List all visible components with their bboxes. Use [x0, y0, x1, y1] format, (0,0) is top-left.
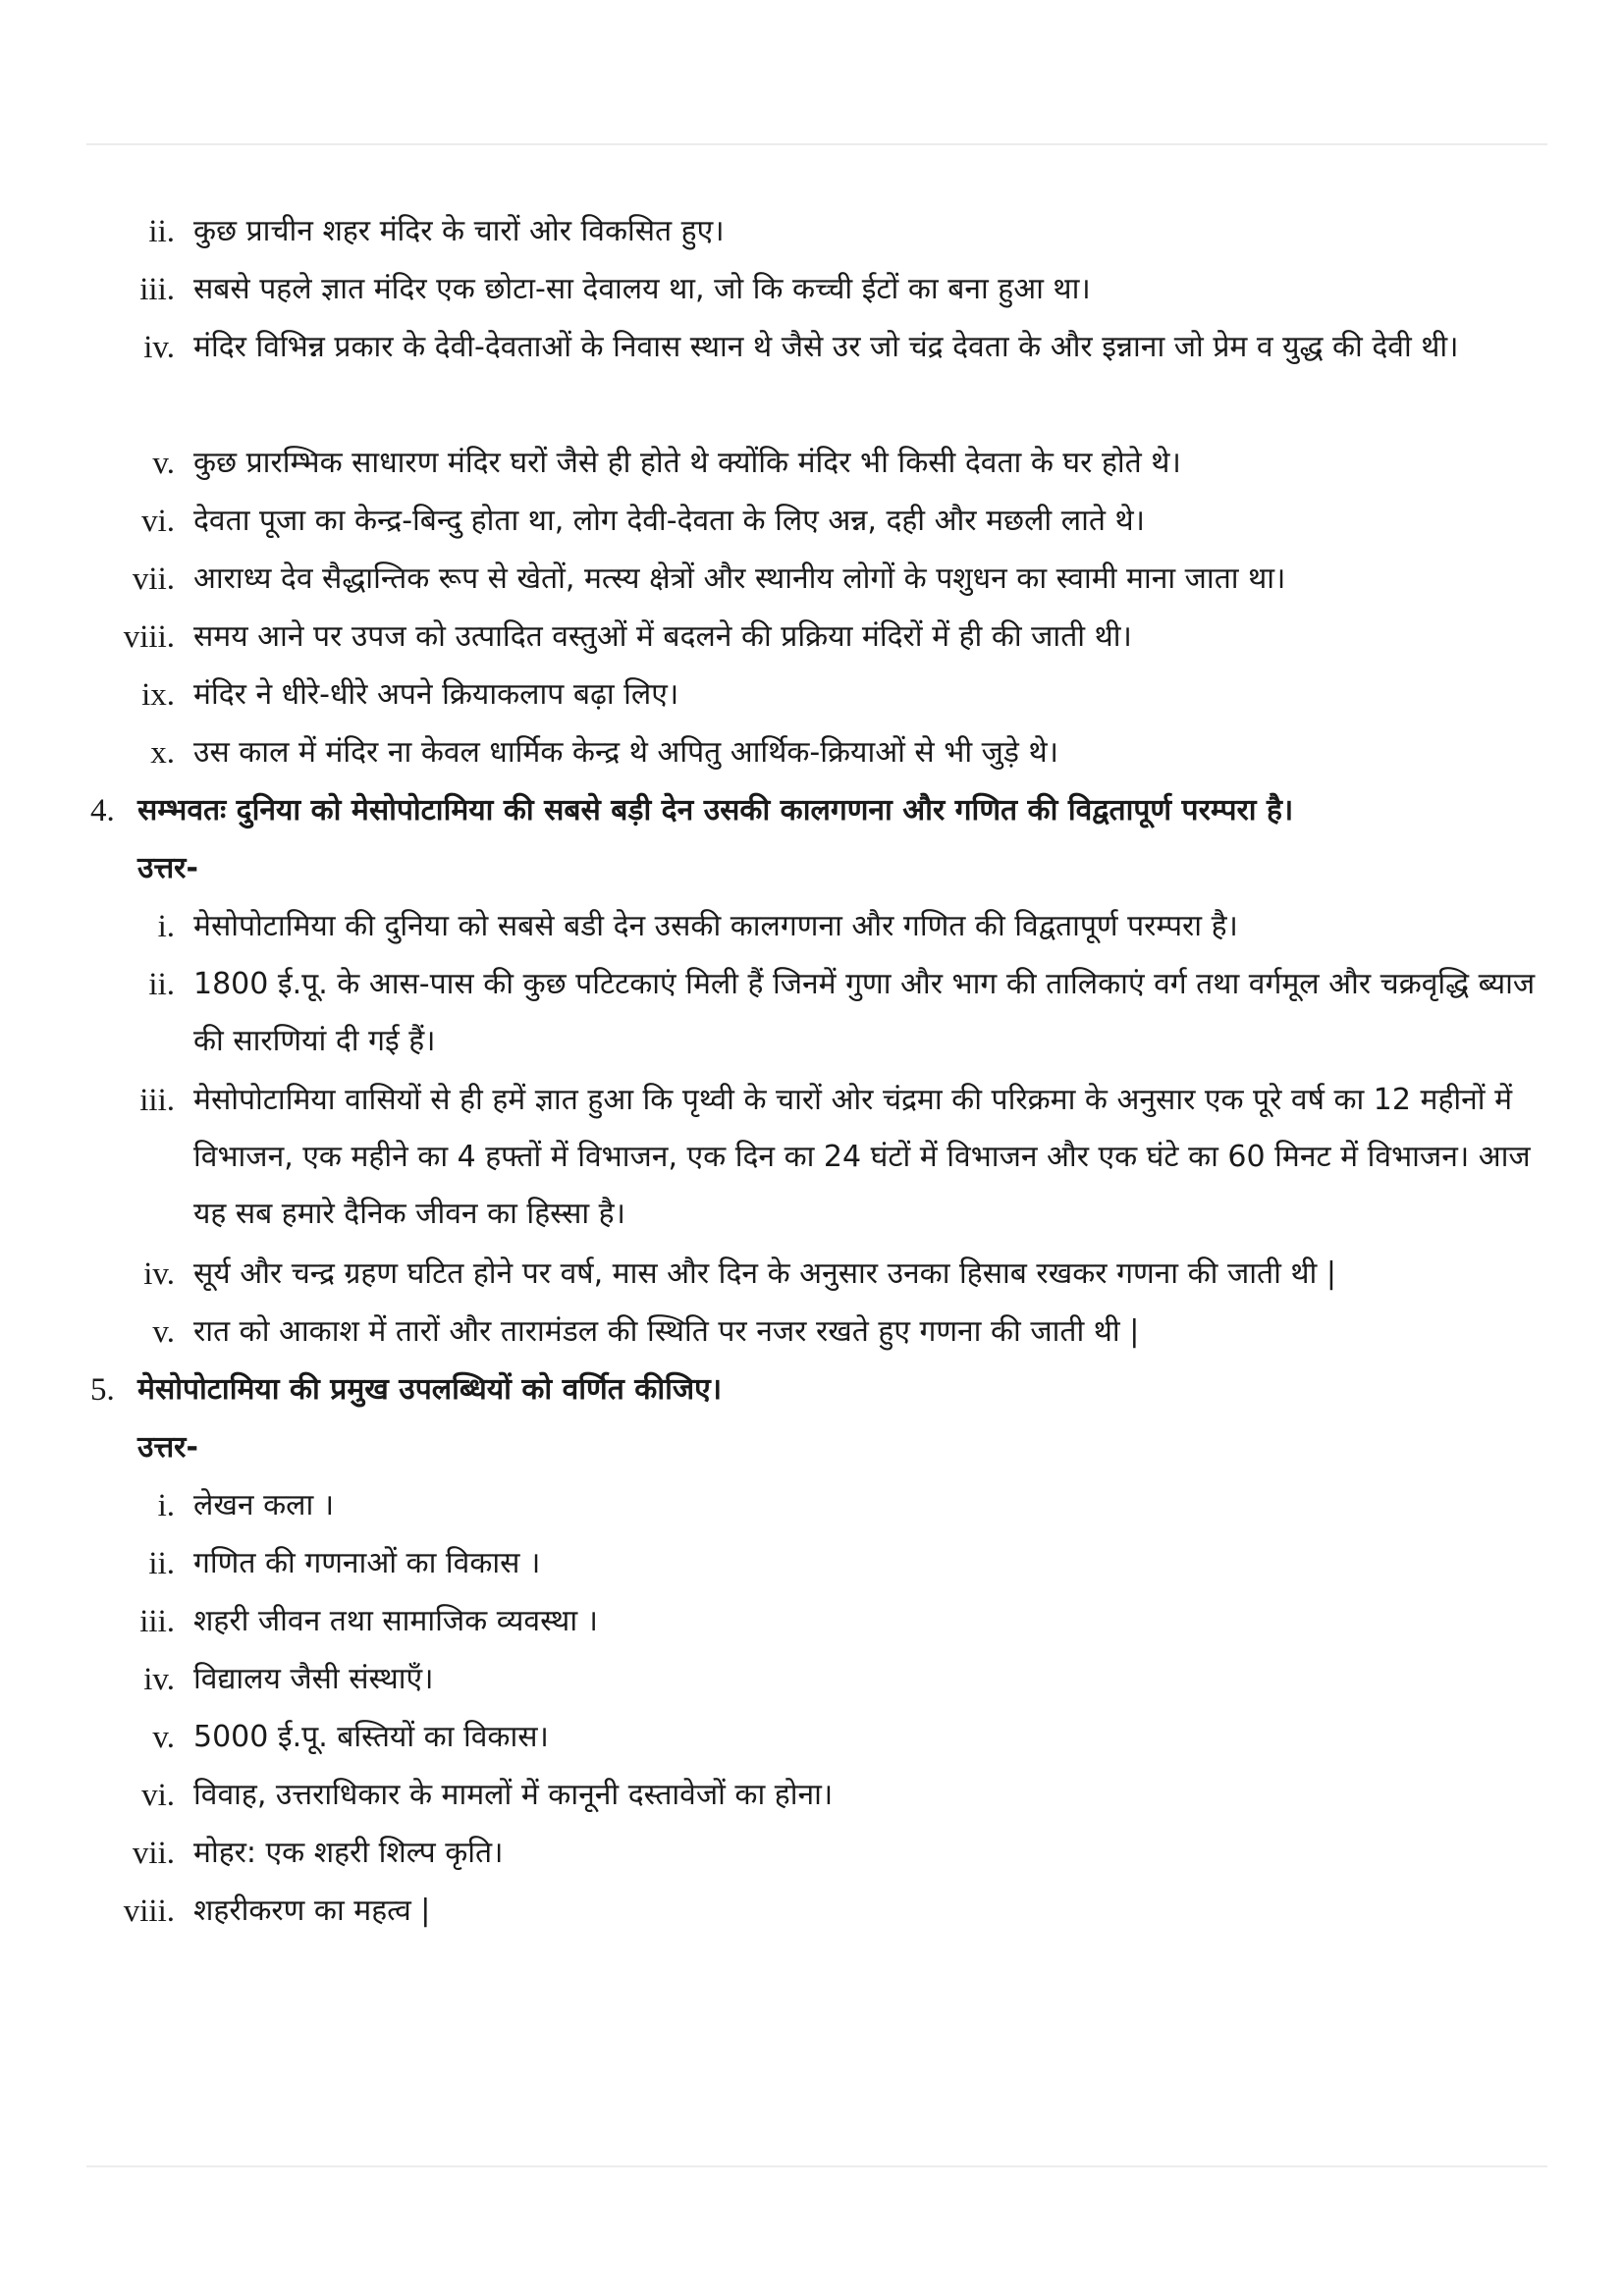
item-number: i.: [157, 909, 175, 944]
item-number: ii.: [148, 1546, 175, 1581]
header-rule: [86, 143, 1547, 145]
item-text: मेसोपोटामिया वासियों से ही हमें ज्ञात हुआ कि पृथ्वी के चारों ओर चंद्रमा की परिक्रमा के अनुसार एक पूरे वर्ष का 12 महीनों में विभाजन, एक महीने का 4 हफ्तों में विभाजन, एक दिन का 24 घंटों में विभाजन और एक घंटे का 60 मिनट में विभाजन। आज यह सब हमारे दैनिक जीवन का हिस्सा है।: [193, 1083, 1531, 1231]
item-number: i.: [157, 1488, 175, 1523]
item-number: v.: [152, 446, 175, 481]
item-text: गणित की गणनाओं का विकास ।: [193, 1546, 541, 1580]
item-text: रात को आकाश में तारों और तारामंडल की स्थिति पर नजर रखते हुए गणना की जाती थी |: [193, 1314, 1140, 1349]
item-text: विद्यालय जैसी संस्थाएँ।: [193, 1662, 434, 1696]
item-number: iv.: [143, 330, 175, 365]
item-text: मेसोपोटामिया की दुनिया को सबसे बडी देन उसकी कालगणना और गणित की विद्वतापूर्ण परम्परा है।: [193, 909, 1238, 943]
item-number: iii.: [139, 1604, 175, 1639]
item-number: ii.: [148, 214, 175, 249]
item-number: viii.: [123, 619, 175, 655]
item-number: vi.: [141, 504, 175, 539]
item-number: vi.: [141, 1778, 175, 1813]
item-text: समय आने पर उपज को उत्पादित वस्तुओं में बदलने की प्रक्रिया मंदिरों में ही की जाती थी।: [193, 619, 1132, 654]
item-text: उस काल में मंदिर ना केवल धार्मिक केन्द्र थे अपितु आर्थिक-क्रियाओं से भी जुड़े थे।: [193, 735, 1059, 770]
item-text: लेखन कला ।: [193, 1488, 335, 1522]
item-number: viii.: [123, 1894, 175, 1929]
item-text: सूर्य और चन्द्र ग्रहण घटित होने पर वर्ष, मास और दिन के अनुसार उनका हिसाब रखकर गणना की जाती थी |: [193, 1256, 1336, 1291]
item-number: iii.: [139, 1083, 175, 1118]
item-number: vii.: [132, 1836, 175, 1871]
question-text: मेसोपोटामिया की प्रमुख उपलब्धियों को वर्णित कीजिए।: [137, 1372, 723, 1407]
item-number: iv.: [143, 1662, 175, 1697]
item-number: ii.: [148, 967, 175, 1002]
item-number: ix.: [141, 677, 175, 713]
question-text: सम्भवतः दुनिया को मेसोपोटामिया की सबसे बड़ी देन उसकी कालगणना और गणित की विद्वतापूर्ण परम्परा है।: [137, 793, 1294, 828]
answer-label: उत्तर-: [137, 1430, 198, 1465]
item-text: विवाह, उत्तराधिकार के मामलों में कानूनी दस्तावेजों का होना।: [193, 1778, 834, 1812]
item-number: iii.: [139, 272, 175, 307]
item-text: मंदिर विभिन्न प्रकार के देवी-देवताओं के निवास स्थान थे जैसे उर जो चंद्र देवता के और इन्नाना जो प्रेम व युद्ध की देवी थी।: [193, 330, 1459, 364]
item-text: मोहर: एक शहरी शिल्प कृति।: [193, 1836, 504, 1870]
answer-label: उत्तर-: [137, 851, 198, 885]
item-text: कुछ प्रारम्भिक साधारण मंदिर घरों जैसे ही होते थे क्योंकि मंदिर भी किसी देवता के घर होते थे।: [193, 446, 1181, 480]
question-number: 5.: [90, 1372, 115, 1408]
footer-rule: [86, 2165, 1547, 2167]
item-text: 5000 ई.पू. बस्तियों का विकास।: [193, 1720, 549, 1754]
item-text: देवता पूजा का केन्द्र-बिन्दु होता था, लोग देवी-देवता के लिए अन्न, दही और मछली लाते थे।: [193, 504, 1146, 538]
item-number: iv.: [143, 1256, 175, 1292]
item-text: सबसे पहले ज्ञात मंदिर एक छोटा-सा देवालय था, जो कि कच्ची ईटों का बना हुआ था।: [193, 272, 1091, 306]
item-number: v.: [152, 1720, 175, 1755]
item-number: x.: [150, 735, 175, 771]
item-text: मंदिर ने धीरे-धीरे अपने क्रियाकलाप बढ़ा लिए।: [193, 677, 679, 712]
item-text: कुछ प्राचीन शहर मंदिर के चारों ओर विकसित हुए।: [193, 214, 725, 248]
item-text: आराध्य देव सैद्धान्तिक रूप से खेतों, मत्स्य क्षेत्रों और स्थानीय लोगों के पशुधन का स्वामी माना जाता था।: [193, 561, 1286, 596]
item-text: शहरी जीवन तथा सामाजिक व्यवस्था ।: [193, 1604, 599, 1638]
item-text: 1800 ई.पू. के आस-पास की कुछ पटिटकाएं मिली हैं जिनमें गुणा और भाग की तालिकाएं वर्ग तथा वर्गमूल और चक्रवृद्धि ब्याज की सारणियां दी गई हैं।: [193, 967, 1536, 1058]
item-number: vii.: [132, 561, 175, 597]
item-text: शहरीकरण का महत्व |: [193, 1894, 431, 1928]
item-number: v.: [152, 1314, 175, 1350]
question-number: 4.: [90, 793, 115, 828]
